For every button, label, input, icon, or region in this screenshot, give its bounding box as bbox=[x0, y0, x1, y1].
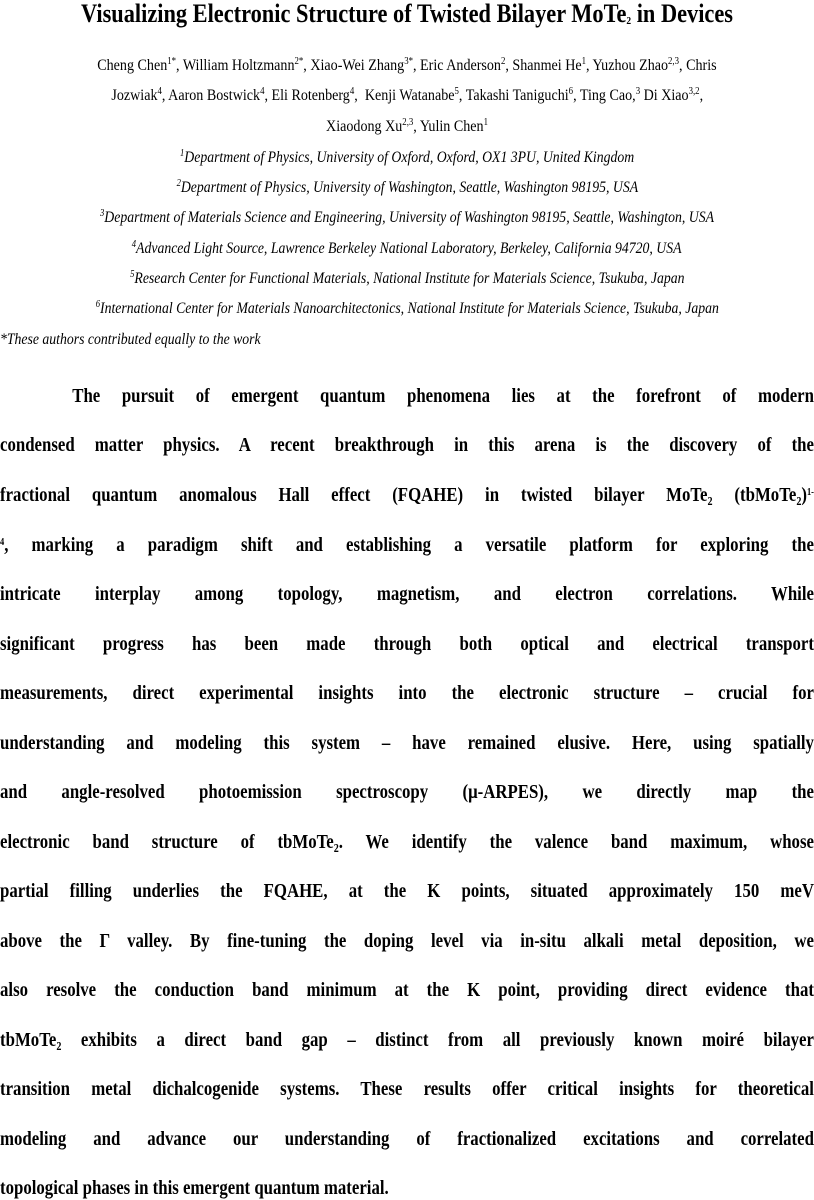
author-name: Eli Rotenberg bbox=[271, 87, 350, 104]
author-affiliation-marker: 3 bbox=[635, 86, 640, 97]
abstract-line: also resolve the conduction band minimum at the K point, providing direct evidence that bbox=[0, 979, 814, 1001]
author-affiliation-marker: 6 bbox=[568, 86, 573, 97]
author-affiliation-marker: 1* bbox=[167, 56, 177, 67]
author-name: Yulin Chen bbox=[419, 118, 484, 135]
abstract-line: above the Γ valley. By fine-tuning the doping level via in-situ alkali metal deposition, we bbox=[0, 930, 814, 952]
abstract-line: tbMoTe₂ exhibits a direct band gap – distinct from all previously known moiré bilayer bbox=[0, 1029, 814, 1051]
author-affiliation-marker: 4 bbox=[349, 86, 355, 97]
abstract-line: significant progress has been made through both optical and electrical transport bbox=[0, 633, 814, 655]
author-affiliation-marker: 4 bbox=[157, 86, 162, 97]
author-name: Takashi Taniguchi bbox=[465, 87, 569, 104]
author-affiliation-marker: 1 bbox=[483, 117, 488, 128]
affiliation-2: $^2$Department of Physics, University of Washington, Seattle, Washington 98195, USA bbox=[176, 178, 638, 196]
author-name: William Holtzmann bbox=[182, 57, 295, 74]
author-affiliation-marker: 3,2 bbox=[688, 86, 700, 97]
abstract-line: measurements, direct experimental insights into the electronic structure – crucial for bbox=[0, 682, 814, 704]
author-affiliation-marker: 5 bbox=[454, 86, 459, 97]
abstract-line: modeling and advance our understanding of fractionalized excitations and correlated bbox=[0, 1128, 814, 1150]
author-name: Xiao-Wei Zhang bbox=[310, 57, 405, 74]
author-affiliation-marker: 3* bbox=[404, 56, 414, 67]
author-name: Shanmei He bbox=[512, 57, 582, 74]
author-name: Eric Anderson bbox=[420, 57, 502, 74]
author-name: Xiaodong Xu bbox=[326, 118, 403, 135]
title-tail: in Devices bbox=[631, 0, 733, 28]
abstract-line: partial filling underlies the FQAHE, at the K points, situated approximately 150 meV bbox=[0, 880, 814, 902]
author-name-part: Jozwiak bbox=[111, 87, 158, 104]
abstract-line: understanding and modeling this system – have remained elusive. Here, using spatially bbox=[0, 732, 814, 754]
author-affiliation-marker: 2 bbox=[501, 56, 506, 67]
author-list-line-2: Jozwiak$^4$, Aaron Bostwick$^4$, Eli Rotenberg$^4$, Kenji Watanabe$^5$, Takashi Taniguchi$^6$, Ting Cao,$^3$ Di Xiao$^{3,2}$, bbox=[111, 86, 703, 104]
author-affiliation-marker: 2,3 bbox=[402, 117, 414, 128]
author-name: Cheng Chen bbox=[97, 57, 168, 74]
abstract-line: fractional quantum anomalous Hall effect (FQAHE) in twisted bilayer MoTe₂ (tbMoTe₂)$^{1-}$ bbox=[0, 484, 814, 506]
abstract-line: and angle-resolved photoemission spectroscopy (μ-ARPES), we directly map the bbox=[0, 781, 814, 803]
affiliation-4: $^4$Advanced Light Source, Lawrence Berkeley National Laboratory, Berkeley, California 94720, USA bbox=[132, 239, 682, 257]
abstract-line: The pursuit of emergent quantum phenomena lies at the forefront of modern bbox=[72, 385, 814, 407]
author-name: Kenji Watanabe bbox=[364, 87, 455, 104]
author-name: Ting Cao, bbox=[579, 87, 636, 104]
author-name: Aaron Bostwick bbox=[167, 87, 260, 104]
equal-contribution-note: *These authors contributed equally to the work bbox=[0, 331, 261, 348]
affiliation-6: $^6$International Center for Materials Nanoarchitectonics, National Institute for Materials Science, Tsukuba, Japan bbox=[95, 299, 719, 317]
affiliation-5: $^5$Research Center for Functional Materials, National Institute for Materials Science, Tsukuba, Japan bbox=[129, 269, 685, 287]
abstract-line: intricate interplay among topology, magnetism, and electron correlations. While bbox=[0, 583, 814, 605]
affiliation-3: $^3$Department of Materials Science and Engineering, University of Washington 98195, Seattle, Washington, USA bbox=[99, 208, 714, 226]
paper-title bbox=[0, 0, 814, 28]
author-name-part: Chris bbox=[686, 57, 717, 74]
author-affiliation-marker: 2,3 bbox=[668, 56, 680, 67]
author-name: Yuzhou Zhao bbox=[592, 57, 669, 74]
affiliation-1: $^1$Department of Physics, University of Oxford, Oxford, OX1 3PU, United Kingdom bbox=[179, 148, 635, 166]
citation-ref: 4 bbox=[0, 537, 5, 548]
abstract-line: transition metal dichalcogenide systems. These results offer critical insights for theoretical bbox=[0, 1078, 814, 1100]
author-affiliation-marker: 2* bbox=[294, 56, 304, 67]
title-subscript: 2 bbox=[626, 15, 632, 27]
author-affiliation-marker: 1 bbox=[581, 56, 587, 67]
citation-ref: 1- bbox=[806, 487, 814, 498]
abstract-line: electronic band structure of tbMoTe₂. We identify the valence band maximum, whose bbox=[0, 831, 814, 853]
title-text: Visualizing Electronic Structure of Twisted Bilayer MoTe bbox=[81, 0, 627, 28]
abstract-line: $^4$, marking a paradigm shift and establishing a versatile platform for exploring the bbox=[0, 534, 814, 556]
author-name: Di Xiao bbox=[643, 87, 689, 104]
abstract-line: condensed matter physics. A recent breakthrough in this arena is the discovery of the bbox=[0, 434, 814, 456]
author-list-line-3: Xiaodong Xu$^{2,3}$, Yulin Chen$^1$ bbox=[326, 117, 488, 135]
author-list-line-1: Cheng Chen$^{1*}$, William Holtzmann$^{2*}$, Xiao-Wei Zhang$^{3*}$, Eric Anderson$^2$, Shanmei He$^1$, Yuzhou Zhao$^{2,3}$, Chris bbox=[97, 56, 717, 74]
abstract-line-last: topological phases in this emergent quantum material. bbox=[0, 1177, 389, 1199]
author-affiliation-marker: 4 bbox=[259, 86, 265, 97]
